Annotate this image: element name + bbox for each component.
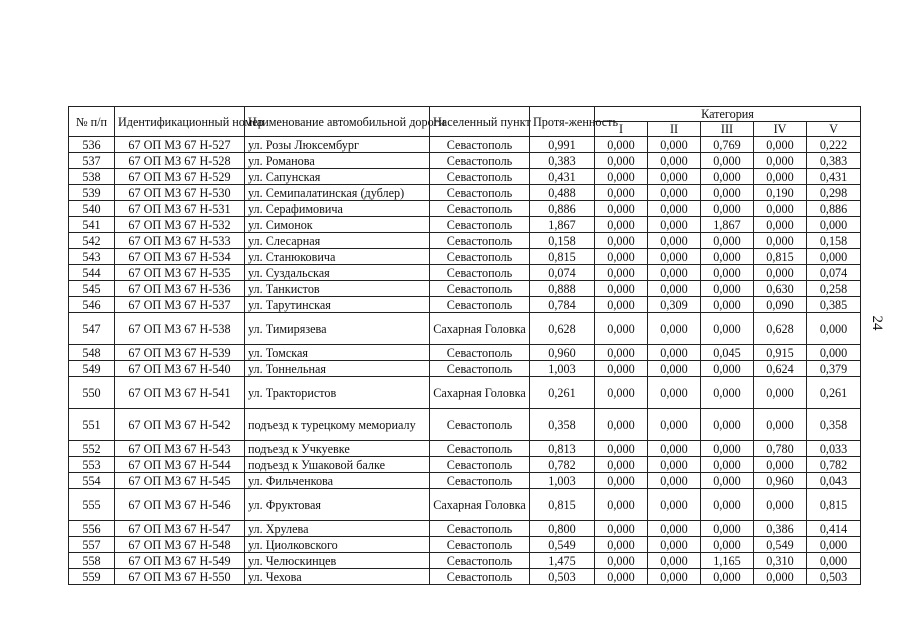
row-road-name: ул. Семипалатинская (дублер) <box>245 185 430 201</box>
header-category-3: III <box>701 122 754 137</box>
row-category-5: 0,000 <box>807 553 861 569</box>
row-category-4: 0,090 <box>754 297 807 313</box>
row-category-4: 0,000 <box>754 217 807 233</box>
table-row <box>69 537 861 553</box>
row-id: 67 ОП МЗ 67 Н-528 <box>115 153 245 169</box>
row-id: 67 ОП МЗ 67 Н-536 <box>115 281 245 297</box>
row-number: 544 <box>69 265 115 281</box>
row-road-name: ул. Танкистов <box>245 281 430 297</box>
row-locality: Севастополь <box>430 137 530 153</box>
row-length: 0,261 <box>530 377 595 409</box>
row-locality: Севастополь <box>430 297 530 313</box>
table-header <box>69 107 861 137</box>
row-number: 539 <box>69 185 115 201</box>
page-number: 24 <box>869 315 885 331</box>
row-category-1: 0,000 <box>595 201 648 217</box>
row-category-1: 0,000 <box>595 377 648 409</box>
row-category-1: 0,000 <box>595 489 648 521</box>
row-category-2: 0,000 <box>648 281 701 297</box>
table-row <box>69 473 861 489</box>
table-row <box>69 249 861 265</box>
row-road-name: ул. Тарутинская <box>245 297 430 313</box>
row-category-4: 0,386 <box>754 521 807 537</box>
table-row <box>69 265 861 281</box>
table-row <box>69 345 861 361</box>
header-road: Наименование автомобильной дороги <box>245 107 430 137</box>
table-body <box>69 137 861 585</box>
row-category-5: 0,385 <box>807 297 861 313</box>
row-id: 67 ОП МЗ 67 Н-533 <box>115 233 245 249</box>
row-locality: Севастополь <box>430 345 530 361</box>
row-category-2: 0,000 <box>648 345 701 361</box>
row-category-2: 0,000 <box>648 153 701 169</box>
row-number: 546 <box>69 297 115 313</box>
row-category-3: 0,000 <box>701 185 754 201</box>
row-category-1: 0,000 <box>595 521 648 537</box>
row-category-1: 0,000 <box>595 313 648 345</box>
row-locality: Севастополь <box>430 233 530 249</box>
row-category-1: 0,000 <box>595 233 648 249</box>
row-category-5: 0,258 <box>807 281 861 297</box>
row-id: 67 ОП МЗ 67 Н-543 <box>115 441 245 457</box>
row-category-1: 0,000 <box>595 185 648 201</box>
row-number: 557 <box>69 537 115 553</box>
row-category-5: 0,000 <box>807 537 861 553</box>
row-number: 536 <box>69 137 115 153</box>
row-category-1: 0,000 <box>595 553 648 569</box>
table-row <box>69 201 861 217</box>
row-category-4: 0,000 <box>754 409 807 441</box>
row-locality: Севастополь <box>430 553 530 569</box>
row-length: 0,503 <box>530 569 595 585</box>
row-category-3: 0,000 <box>701 313 754 345</box>
row-category-3: 0,000 <box>701 489 754 521</box>
row-number: 555 <box>69 489 115 521</box>
header-category-2: II <box>648 122 701 137</box>
row-length: 0,815 <box>530 249 595 265</box>
row-category-4: 0,000 <box>754 233 807 249</box>
row-category-3: 0,000 <box>701 297 754 313</box>
row-category-1: 0,000 <box>595 249 648 265</box>
table-row <box>69 521 861 537</box>
row-road-name: ул. Фруктовая <box>245 489 430 521</box>
row-category-4: 0,000 <box>754 153 807 169</box>
row-length: 0,784 <box>530 297 595 313</box>
row-road-name: ул. Романова <box>245 153 430 169</box>
row-road-name: ул. Станюковича <box>245 249 430 265</box>
row-category-2: 0,000 <box>648 137 701 153</box>
row-category-5: 0,000 <box>807 313 861 345</box>
header-id: Идентификационный номер <box>115 107 245 137</box>
row-category-3: 1,165 <box>701 553 754 569</box>
row-number: 559 <box>69 569 115 585</box>
row-category-2: 0,000 <box>648 169 701 185</box>
row-category-3: 0,000 <box>701 521 754 537</box>
row-number: 542 <box>69 233 115 249</box>
row-locality: Севастополь <box>430 361 530 377</box>
row-length: 1,475 <box>530 553 595 569</box>
table-row <box>69 297 861 313</box>
row-id: 67 ОП МЗ 67 Н-530 <box>115 185 245 201</box>
row-number: 554 <box>69 473 115 489</box>
row-id: 67 ОП МЗ 67 Н-549 <box>115 553 245 569</box>
row-length: 0,383 <box>530 153 595 169</box>
row-category-4: 0,190 <box>754 185 807 201</box>
row-category-2: 0,000 <box>648 537 701 553</box>
row-category-1: 0,000 <box>595 281 648 297</box>
row-length: 0,813 <box>530 441 595 457</box>
row-length: 0,782 <box>530 457 595 473</box>
header-num: № п/п <box>69 107 115 137</box>
row-category-5: 0,358 <box>807 409 861 441</box>
table-row <box>69 233 861 249</box>
row-locality: Севастополь <box>430 217 530 233</box>
row-id: 67 ОП МЗ 67 Н-534 <box>115 249 245 265</box>
row-category-4: 0,630 <box>754 281 807 297</box>
row-category-3: 1,867 <box>701 217 754 233</box>
row-category-4: 0,000 <box>754 457 807 473</box>
row-length: 0,431 <box>530 169 595 185</box>
row-locality: Севастополь <box>430 569 530 585</box>
row-category-1: 0,000 <box>595 569 648 585</box>
row-locality: Севастополь <box>430 457 530 473</box>
row-road-name: подъезд к Учкуевке <box>245 441 430 457</box>
row-category-5: 0,431 <box>807 169 861 185</box>
row-category-5: 0,000 <box>807 217 861 233</box>
row-id: 67 ОП МЗ 67 Н-540 <box>115 361 245 377</box>
row-category-5: 0,886 <box>807 201 861 217</box>
row-number: 550 <box>69 377 115 409</box>
header-category: Категория <box>595 107 861 122</box>
row-locality: Севастополь <box>430 153 530 169</box>
header-category-1: I <box>595 122 648 137</box>
row-category-3: 0,769 <box>701 137 754 153</box>
row-category-5: 0,158 <box>807 233 861 249</box>
row-id: 67 ОП МЗ 67 Н-538 <box>115 313 245 345</box>
row-id: 67 ОП МЗ 67 Н-539 <box>115 345 245 361</box>
row-road-name: ул. Циолковского <box>245 537 430 553</box>
row-road-name: ул. Слесарная <box>245 233 430 249</box>
row-category-5: 0,033 <box>807 441 861 457</box>
row-locality: Севастополь <box>430 185 530 201</box>
table-row <box>69 153 861 169</box>
row-category-3: 0,000 <box>701 201 754 217</box>
row-locality: Севастополь <box>430 521 530 537</box>
row-category-4: 0,628 <box>754 313 807 345</box>
row-category-4: 0,000 <box>754 489 807 521</box>
row-number: 549 <box>69 361 115 377</box>
row-category-4: 0,000 <box>754 169 807 185</box>
row-road-name: ул. Фильченкова <box>245 473 430 489</box>
row-id: 67 ОП МЗ 67 Н-548 <box>115 537 245 553</box>
table-row <box>69 281 861 297</box>
row-road-name: ул. Суздальская <box>245 265 430 281</box>
row-category-3: 0,000 <box>701 409 754 441</box>
row-category-5: 0,503 <box>807 569 861 585</box>
row-category-2: 0,000 <box>648 361 701 377</box>
row-category-5: 0,000 <box>807 345 861 361</box>
row-road-name: подъезд к Ушаковой балке <box>245 457 430 473</box>
row-length: 0,549 <box>530 537 595 553</box>
row-category-3: 0,000 <box>701 473 754 489</box>
row-id: 67 ОП МЗ 67 Н-541 <box>115 377 245 409</box>
row-road-name: ул. Хрулева <box>245 521 430 537</box>
row-category-3: 0,000 <box>701 233 754 249</box>
row-locality: Севастополь <box>430 169 530 185</box>
row-id: 67 ОП МЗ 67 Н-531 <box>115 201 245 217</box>
row-number: 556 <box>69 521 115 537</box>
table-row <box>69 313 861 345</box>
row-category-4: 0,549 <box>754 537 807 553</box>
row-category-5: 0,782 <box>807 457 861 473</box>
row-length: 0,358 <box>530 409 595 441</box>
row-length: 0,960 <box>530 345 595 361</box>
row-length: 0,158 <box>530 233 595 249</box>
row-length: 0,488 <box>530 185 595 201</box>
row-category-5: 0,074 <box>807 265 861 281</box>
roads-table <box>68 106 861 585</box>
row-road-name: ул. Тимирязева <box>245 313 430 345</box>
row-category-4: 0,780 <box>754 441 807 457</box>
row-length: 1,003 <box>530 361 595 377</box>
row-category-2: 0,000 <box>648 265 701 281</box>
row-locality: Севастополь <box>430 265 530 281</box>
row-category-2: 0,309 <box>648 297 701 313</box>
row-id: 67 ОП МЗ 67 Н-542 <box>115 409 245 441</box>
table-row <box>69 489 861 521</box>
row-category-3: 0,000 <box>701 361 754 377</box>
row-locality: Севастополь <box>430 441 530 457</box>
table-row <box>69 457 861 473</box>
header-length: Протя-женность <box>530 107 595 137</box>
row-length: 0,074 <box>530 265 595 281</box>
row-road-name: ул. Чехова <box>245 569 430 585</box>
row-number: 537 <box>69 153 115 169</box>
header-locality: Населенный пункт <box>430 107 530 137</box>
row-category-1: 0,000 <box>595 265 648 281</box>
row-category-5: 0,379 <box>807 361 861 377</box>
table-row <box>69 569 861 585</box>
row-length: 1,867 <box>530 217 595 233</box>
row-category-3: 0,000 <box>701 569 754 585</box>
row-id: 67 ОП МЗ 67 Н-545 <box>115 473 245 489</box>
header-category-4: IV <box>754 122 807 137</box>
row-category-4: 0,624 <box>754 361 807 377</box>
row-category-3: 0,000 <box>701 153 754 169</box>
row-locality: Севастополь <box>430 537 530 553</box>
table-row <box>69 441 861 457</box>
row-length: 0,628 <box>530 313 595 345</box>
row-category-4: 0,000 <box>754 201 807 217</box>
row-category-1: 0,000 <box>595 537 648 553</box>
row-road-name: ул. Тоннельная <box>245 361 430 377</box>
row-id: 67 ОП МЗ 67 Н-532 <box>115 217 245 233</box>
row-category-3: 0,000 <box>701 377 754 409</box>
row-number: 552 <box>69 441 115 457</box>
row-road-name: ул. Розы Люксембург <box>245 137 430 153</box>
table-row <box>69 169 861 185</box>
row-length: 0,886 <box>530 201 595 217</box>
row-number: 547 <box>69 313 115 345</box>
row-category-4: 0,000 <box>754 137 807 153</box>
row-category-2: 0,000 <box>648 489 701 521</box>
row-number: 551 <box>69 409 115 441</box>
row-number: 558 <box>69 553 115 569</box>
row-category-3: 0,000 <box>701 457 754 473</box>
row-id: 67 ОП МЗ 67 Н-535 <box>115 265 245 281</box>
row-category-1: 0,000 <box>595 457 648 473</box>
row-id: 67 ОП МЗ 67 Н-547 <box>115 521 245 537</box>
row-category-1: 0,000 <box>595 409 648 441</box>
row-category-4: 0,815 <box>754 249 807 265</box>
table-row <box>69 377 861 409</box>
row-category-5: 0,222 <box>807 137 861 153</box>
row-road-name: ул. Серафимовича <box>245 201 430 217</box>
table-row <box>69 409 861 441</box>
row-category-1: 0,000 <box>595 345 648 361</box>
row-category-5: 0,298 <box>807 185 861 201</box>
row-category-2: 0,000 <box>648 249 701 265</box>
row-number: 543 <box>69 249 115 265</box>
row-id: 67 ОП МЗ 67 Н-544 <box>115 457 245 473</box>
table-row <box>69 217 861 233</box>
row-category-2: 0,000 <box>648 441 701 457</box>
row-category-1: 0,000 <box>595 473 648 489</box>
row-category-1: 0,000 <box>595 153 648 169</box>
row-category-2: 0,000 <box>648 409 701 441</box>
table-row <box>69 361 861 377</box>
row-category-1: 0,000 <box>595 169 648 185</box>
row-category-3: 0,000 <box>701 169 754 185</box>
row-road-name: ул. Томская <box>245 345 430 361</box>
row-category-2: 0,000 <box>648 569 701 585</box>
row-id: 67 ОП МЗ 67 Н-546 <box>115 489 245 521</box>
row-locality: Севастополь <box>430 281 530 297</box>
row-category-2: 0,000 <box>648 233 701 249</box>
row-category-4: 0,000 <box>754 377 807 409</box>
row-category-1: 0,000 <box>595 297 648 313</box>
row-length: 0,888 <box>530 281 595 297</box>
table-row <box>69 185 861 201</box>
row-length: 1,003 <box>530 473 595 489</box>
row-road-name: ул. Челюскинцев <box>245 553 430 569</box>
row-number: 548 <box>69 345 115 361</box>
table-row <box>69 137 861 153</box>
row-number: 540 <box>69 201 115 217</box>
row-length: 0,991 <box>530 137 595 153</box>
row-category-2: 0,000 <box>648 313 701 345</box>
row-road-name: ул. Симонок <box>245 217 430 233</box>
row-id: 67 ОП МЗ 67 Н-527 <box>115 137 245 153</box>
row-id: 67 ОП МЗ 67 Н-537 <box>115 297 245 313</box>
row-road-name: подъезд к турецкому мемориалу <box>245 409 430 441</box>
row-category-4: 0,000 <box>754 569 807 585</box>
row-category-2: 0,000 <box>648 377 701 409</box>
row-category-2: 0,000 <box>648 457 701 473</box>
row-category-1: 0,000 <box>595 137 648 153</box>
row-category-4: 0,915 <box>754 345 807 361</box>
row-category-1: 0,000 <box>595 217 648 233</box>
row-category-5: 0,043 <box>807 473 861 489</box>
row-category-5: 0,815 <box>807 489 861 521</box>
row-locality: Севастополь <box>430 409 530 441</box>
row-category-2: 0,000 <box>648 521 701 537</box>
row-length: 0,800 <box>530 521 595 537</box>
row-category-5: 0,261 <box>807 377 861 409</box>
row-category-5: 0,383 <box>807 153 861 169</box>
row-id: 67 ОП МЗ 67 Н-529 <box>115 169 245 185</box>
row-category-5: 0,414 <box>807 521 861 537</box>
row-number: 553 <box>69 457 115 473</box>
row-category-4: 0,310 <box>754 553 807 569</box>
row-road-name: ул. Сапунская <box>245 169 430 185</box>
row-locality: Севастополь <box>430 201 530 217</box>
row-number: 545 <box>69 281 115 297</box>
row-road-name: ул. Трактористов <box>245 377 430 409</box>
row-category-4: 0,960 <box>754 473 807 489</box>
row-category-1: 0,000 <box>595 361 648 377</box>
row-locality: Севастополь <box>430 249 530 265</box>
row-locality: Сахарная Головка <box>430 489 530 521</box>
header-category-5: V <box>807 122 861 137</box>
row-length: 0,815 <box>530 489 595 521</box>
row-locality: Севастополь <box>430 473 530 489</box>
row-category-3: 0,000 <box>701 281 754 297</box>
row-category-3: 0,045 <box>701 345 754 361</box>
row-number: 538 <box>69 169 115 185</box>
row-category-4: 0,000 <box>754 265 807 281</box>
row-category-3: 0,000 <box>701 537 754 553</box>
row-category-2: 0,000 <box>648 185 701 201</box>
row-category-3: 0,000 <box>701 265 754 281</box>
row-category-3: 0,000 <box>701 441 754 457</box>
table-row <box>69 553 861 569</box>
row-locality: Сахарная Головка <box>430 377 530 409</box>
row-category-2: 0,000 <box>648 217 701 233</box>
row-category-1: 0,000 <box>595 441 648 457</box>
row-category-5: 0,000 <box>807 249 861 265</box>
row-category-2: 0,000 <box>648 201 701 217</box>
row-id: 67 ОП МЗ 67 Н-550 <box>115 569 245 585</box>
row-category-2: 0,000 <box>648 473 701 489</box>
row-category-2: 0,000 <box>648 553 701 569</box>
row-category-3: 0,000 <box>701 249 754 265</box>
row-number: 541 <box>69 217 115 233</box>
row-locality: Сахарная Головка <box>430 313 530 345</box>
